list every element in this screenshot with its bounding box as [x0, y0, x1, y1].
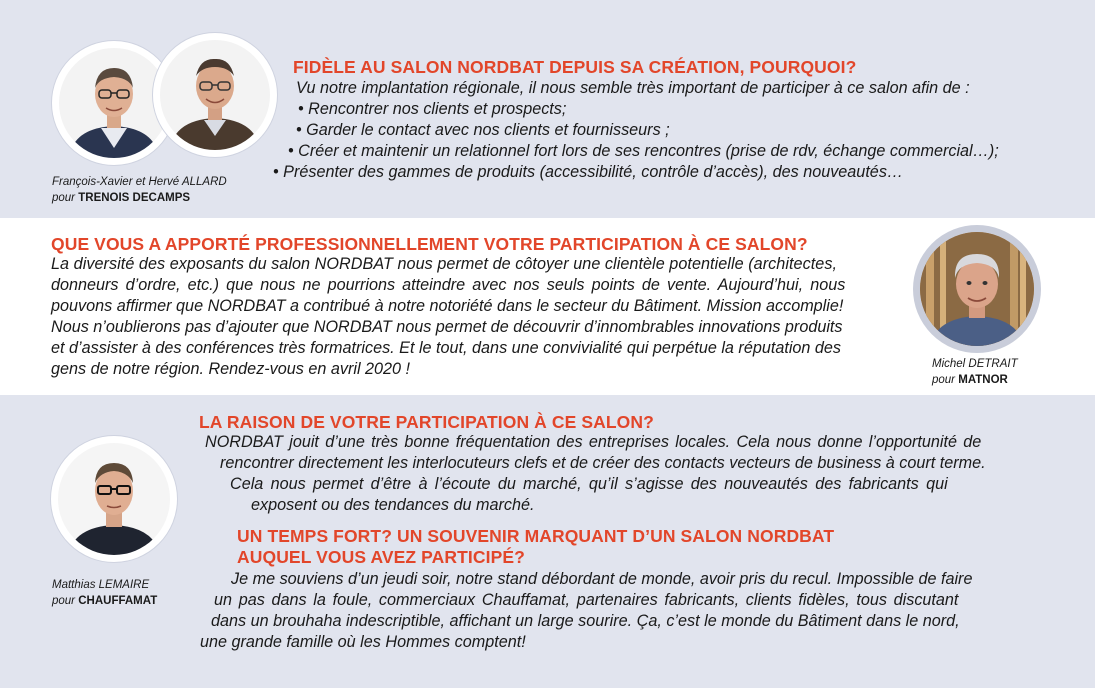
- caption-person-name: François-Xavier et Hervé ALLARD: [52, 176, 227, 188]
- section-3-body: [205, 432, 986, 516]
- section-3-subheading-line: UN TEMPS FORT? UN SOUVENIR MARQUANT D’UN SALON NORDBAT: [237, 526, 835, 546]
- section-2-line: La diversité des exposants du salon NORDBAT nous permet de côtoyer une clientèle potentielle (architectes,: [51, 255, 838, 273]
- caption-matnor: [932, 356, 1018, 388]
- caption-person-name: Michel DETRAIT: [932, 358, 1018, 370]
- section-1-line: • Garder le contact avec nos clients et fournisseurs ;: [296, 121, 670, 139]
- person-portrait-icon: [920, 232, 1034, 346]
- section-1-line: Vu notre implantation régionale, il nous semble très important de participer à ce salon afin de :: [296, 79, 970, 97]
- person-portrait-icon: [59, 48, 169, 158]
- portrait-michel-detrait: [913, 225, 1041, 353]
- section-2-heading: QUE VOUS A APPORTÉ PROFESSIONNELLEMENT VOTRE PARTICIPATION À CE SALON?: [51, 234, 808, 254]
- section-2-line: gens de notre région. Rendez-vous en avril 2020 !: [51, 360, 411, 378]
- section-3-line: NORDBAT jouit d’une très bonne fréquentation des entreprises locales. Cela nous donne l’opportunité de: [205, 433, 982, 451]
- caption-trenois-decamps: [52, 174, 227, 206]
- section-2-line: et d’assister à des conférences très formatrices. Et le tout, dans une convivialité qui perpétue la réputation des: [51, 339, 842, 357]
- section-3-subheading: [237, 526, 834, 568]
- section-3-subheading-line: AUQUEL VOUS AVEZ PARTICIPÉ?: [237, 547, 525, 567]
- section-1-line: • Créer et maintenir un relationnel fort lors de ses rencontres (prise de rdv, échange commercial…);: [288, 142, 999, 160]
- section-3-line: Cela nous permet d’être à l’écoute du marché, qu’il s’agisse des nouveautés des fabricants qui: [230, 475, 948, 493]
- caption-company: TRENOIS DECAMPS: [78, 192, 191, 204]
- person-portrait-icon: [58, 443, 170, 555]
- section-1-body: [273, 78, 999, 183]
- section-2-line: Nous n’oublierons pas d’ajouter que NORDBAT nous permet de découvrir d’innombrables innovations produits: [51, 318, 843, 336]
- portrait-herve-allard: [153, 33, 277, 157]
- caption-person-name: Matthias LEMAIRE: [52, 579, 150, 591]
- section-3-line: Je me souviens d’un jeudi soir, notre stand débordant de monde, avoir pris du recul. Impossible de faire: [231, 570, 973, 588]
- person-portrait-icon: [160, 40, 270, 150]
- section-1-line: • Rencontrer nos clients et prospects;: [298, 100, 567, 118]
- section-3-line: dans un brouhaha indescriptible, affichant un large sourire. Ça, c’est le monde du Bâtiment dans le nord,: [211, 612, 960, 630]
- caption-chauffamat: [52, 577, 157, 609]
- section-2-body: [51, 254, 898, 380]
- section-2-line: donneurs d’ordre, etc.) que nous ne pourrions atteindre avec nos seuls points de vente. Aujourd’hui, nous: [51, 276, 846, 294]
- section-1-heading: FIDÈLE AU SALON NORDBAT DEPUIS SA CRÉATION, POURQUOI?: [293, 57, 857, 77]
- caption-pour: pour: [932, 374, 956, 386]
- caption-company: CHAUFFAMAT: [78, 595, 158, 607]
- section-2-line: pouvons affirmer que NORDBAT a contribué à notre notoriété dans le secteur du Bâtiment. Mission accomplie!: [51, 297, 844, 315]
- section-3-body-2: [200, 569, 972, 653]
- caption-pour: pour: [52, 192, 76, 204]
- section-3-heading: LA RAISON DE VOTRE PARTICIPATION À CE SALON?: [199, 412, 654, 432]
- section-3-line: exposent ou des tendances du marché.: [251, 496, 535, 514]
- section-3-line: une grande famille où les Hommes comptent!: [200, 633, 526, 651]
- caption-pour: pour: [52, 595, 76, 607]
- portrait-matthias-lemaire: [51, 436, 177, 562]
- section-3-line: un pas dans la foule, commerciaux Chauffamat, partenaires fabricants, clients fidèles, tous discutant: [214, 591, 959, 609]
- section-1-line: • Présenter des gammes de produits (accessibilité, contrôle d’accès), des nouveautés…: [273, 163, 904, 181]
- caption-company: MATNOR: [958, 374, 1008, 386]
- section-3-line: rencontrer directement les interlocuteurs clefs et de créer des contacts vecteurs de business à court terme.: [220, 454, 986, 472]
